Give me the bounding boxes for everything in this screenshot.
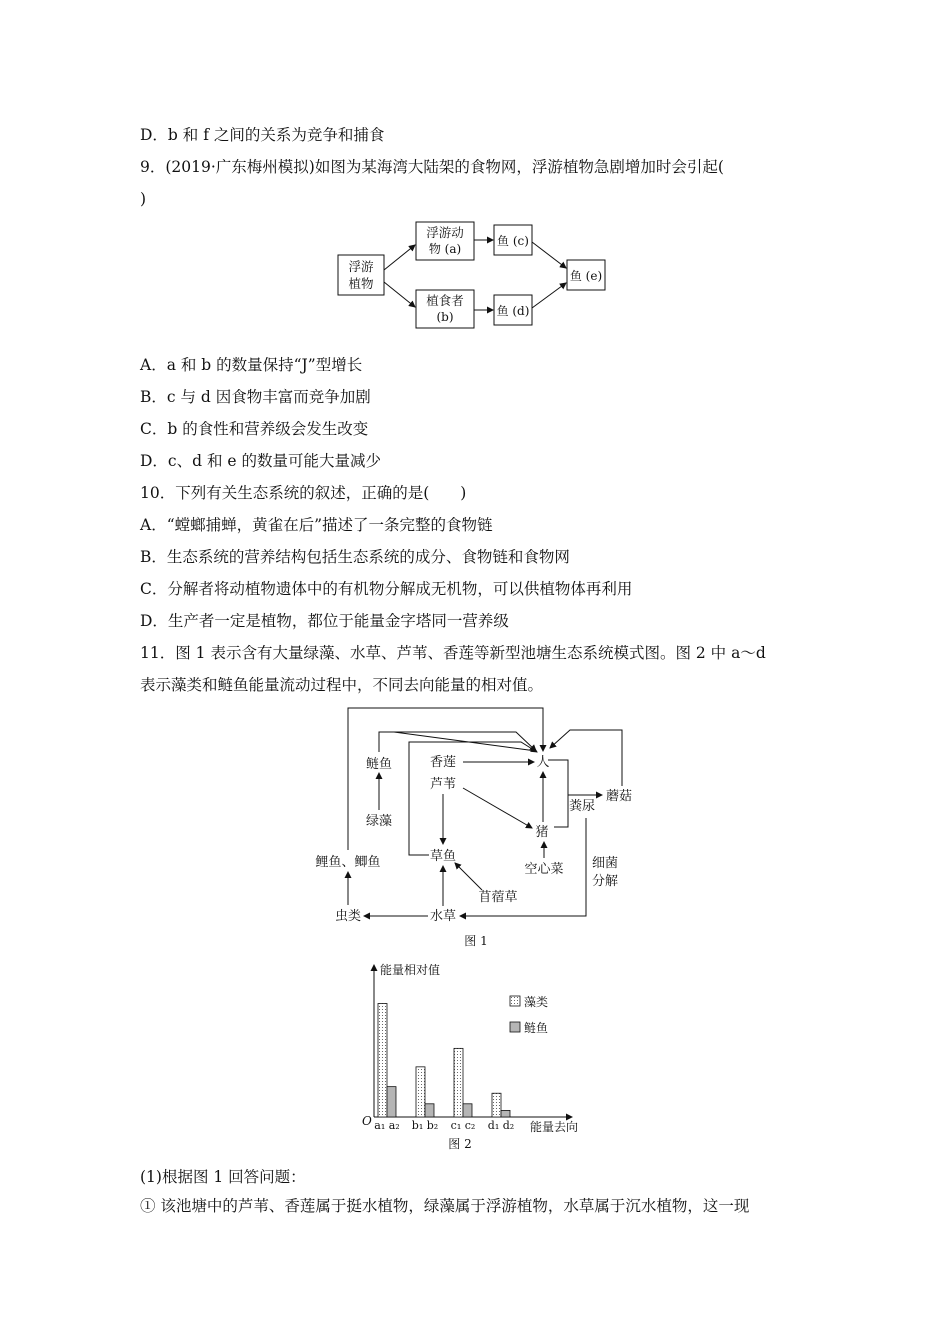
figure1-caption: 图 1 [464, 934, 488, 948]
figure2-caption: 图 2 [448, 1137, 472, 1151]
zooplankton-line2: 物 (a) [428, 242, 462, 256]
q9-option-b: B．c 与 d 因食物丰富而竞争加剧 [140, 388, 371, 406]
arrow-plant-zoo [384, 245, 415, 270]
x-tick-label: a₁ a₂ [374, 1119, 400, 1132]
bar-algae-0 [378, 1003, 387, 1117]
node-human: 人 [536, 755, 550, 770]
legend-swatch [510, 1022, 520, 1032]
legend-swatch [510, 996, 520, 1006]
origin-label: O [362, 1114, 372, 1128]
x-tick-label: d₁ d₂ [487, 1119, 515, 1132]
q9-option-a: A．a 和 b 的数量保持“J”型增长 [140, 356, 363, 374]
node-alfalfa: 苜蓿草 [478, 890, 518, 905]
bar-silver-carp-3 [501, 1110, 510, 1117]
fish-e-label: 鱼 (e) [569, 269, 603, 283]
q10-option-a: A．“螳螂捕蝉，黄雀在后”描述了一条完整的食物链 [140, 516, 493, 534]
node-bacteria-1: 细菌 [591, 856, 619, 871]
bar-silver-carp-2 [463, 1104, 472, 1117]
q10-option-c: C．分解者将动植物遗体中的有机物分解成无机物，可以供植物体再利用 [140, 580, 633, 598]
q10-option-d: D．生产者一定是植物，都位于能量金字塔同一营养级 [140, 612, 509, 630]
food-web-diagram [330, 215, 620, 335]
fish-d-label: 鱼 (d) [496, 304, 530, 318]
node-lotus: 香莲 [429, 755, 457, 770]
node-grass-carp: 草鱼 [429, 849, 457, 864]
x-tick-label: b₁ b₂ [411, 1119, 439, 1132]
node-carp: 鲤鱼、鲫鱼 [315, 855, 381, 870]
q11-stem-line2: 表示藻类和鲢鱼能量流动过程中，不同去向能量的相对值。 [140, 676, 544, 694]
q9-stem: 9．(2019·广东梅州模拟)如图为某海湾大陆架的食物网，浮游植物急剧增加时会引起( [140, 158, 724, 176]
node-mushroom: 蘑菇 [605, 789, 633, 804]
bar-algae-3 [492, 1093, 501, 1117]
q10-stem: 10．下列有关生态系统的叙述，正确的是( ) [140, 484, 467, 502]
bar-algae-2 [454, 1048, 463, 1117]
arrow-reed-pig [463, 788, 532, 828]
arrow-plant-herb [384, 282, 415, 307]
energy-bar-chart [360, 960, 600, 1155]
node-pig: 猪 [535, 825, 549, 840]
q9-stem-end: ) [140, 190, 147, 208]
node-green-algae: 绿藻 [365, 814, 393, 829]
node-reed: 芦苇 [429, 777, 457, 792]
bar-algae-1 [416, 1067, 425, 1117]
q8-option-d: D．b 和 f 之间的关系为竞争和捕食 [140, 126, 385, 144]
herbivore-line1: 植食者 [426, 293, 464, 308]
legend-label: 鲢鱼 [524, 1021, 549, 1035]
q10-option-b: B．生态系统的营养结构包括生态系统的成分、食物链和食物网 [140, 548, 570, 566]
arrow-alfalfa-grass [455, 863, 482, 890]
arrow-c-e [532, 242, 566, 268]
arrow-d-e [532, 283, 566, 308]
node-water-spinach: 空心菜 [524, 862, 564, 877]
node-bacteria-2: 分解 [591, 874, 619, 889]
arrow-human-manure [548, 760, 568, 827]
q11-part1-item1: ① 该池塘中的芦苇、香莲属于挺水植物，绿藻属于浮游植物，水草属于沉水植物，这一现 [140, 1197, 750, 1215]
plankton-plant-line2: 植物 [348, 276, 374, 291]
bar-silver-carp-1 [425, 1104, 434, 1117]
node-silver-carp: 鲢鱼 [365, 757, 393, 772]
node-waterweed: 水草 [429, 909, 457, 924]
node-insects: 虫类 [334, 909, 362, 924]
bar-silver-carp-0 [387, 1087, 396, 1117]
arrow-grass-human [409, 742, 537, 855]
herbivore-line2: (b) [436, 310, 454, 324]
fish-c-label: 鱼 (c) [497, 234, 529, 248]
node-manure: 粪尿 [568, 799, 596, 814]
y-axis-label: 能量相对值 [380, 963, 441, 977]
legend-label: 藻类 [524, 995, 549, 1009]
zooplankton-line1: 浮游动 [426, 225, 464, 240]
q9-option-d: D．c、d 和 e 的数量可能大量减少 [140, 452, 381, 470]
pond-ecosystem-diagram [300, 700, 660, 955]
plankton-plant-line1: 浮游 [348, 259, 374, 274]
x-tick-label: c₁ c₂ [450, 1119, 476, 1132]
q11-part1: (1)根据图 1 回答问题： [140, 1168, 306, 1186]
arrow-mushroom-human [550, 730, 622, 786]
x-axis-label: 能量去向 [530, 1120, 579, 1134]
q11-stem-line1: 11．图 1 表示含有大量绿藻、水草、芦苇、香莲等新型池塘生态系统模式图。图 2 中 a～d [140, 644, 766, 662]
q9-option-c: C．b 的食性和营养级会发生改变 [140, 420, 369, 438]
